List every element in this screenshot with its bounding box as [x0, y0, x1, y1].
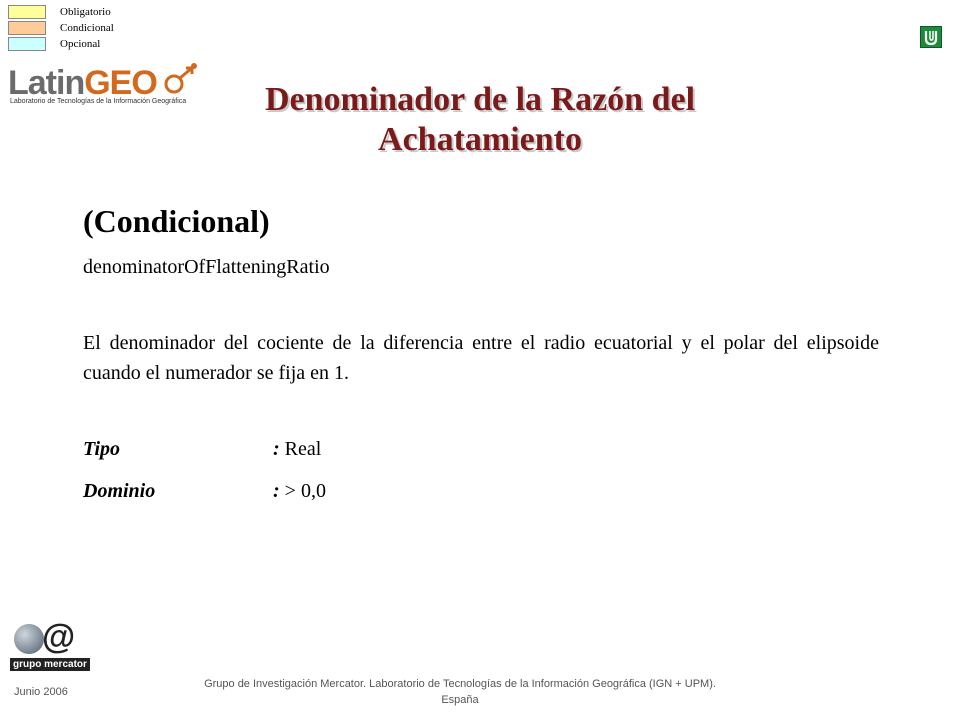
- footer-text: [130, 676, 790, 708]
- legend-item-condicional: [8, 20, 114, 36]
- logo-latin-text: Latin: [8, 64, 85, 102]
- legend-item-opcional: [8, 36, 114, 52]
- footer-date: Junio 2006: [14, 686, 68, 698]
- legend-label: Opcional: [60, 38, 101, 50]
- description: El denominador del cociente de la diferencia entre el radio ecuatorial y el polar del elipsoide cuando el numerador se fija en 1.: [83, 332, 879, 384]
- field-tipo: [83, 438, 321, 461]
- latingeo-logo: [6, 62, 202, 112]
- at-icon: @: [42, 618, 76, 656]
- logo-geo-text: GEO: [84, 64, 157, 102]
- legend: [8, 4, 114, 52]
- footer-line2: España: [441, 694, 479, 706]
- field-colon: :: [273, 480, 280, 502]
- field-value: > 0,0: [284, 480, 326, 502]
- field-colon: :: [273, 438, 280, 460]
- slide-title: Denominador de la Razón del Achatamiento: [264, 81, 696, 158]
- legend-label: Obligatorio: [60, 6, 111, 18]
- obligation-label: (Condicional): [83, 203, 270, 239]
- navigation-icon[interactable]: [920, 26, 942, 48]
- field-label: Tipo: [83, 438, 121, 460]
- footer-line1: Grupo de Investigación Mercator. Laboratorio de Tecnologías de la Información Geográfica (IGN + UPM).: [204, 678, 716, 690]
- legend-label: Condicional: [60, 22, 114, 34]
- field-value: Real: [284, 438, 322, 460]
- grupo-mercator-text: grupo mercator: [10, 658, 90, 671]
- technical-name: denominatorOfFlatteningRatio: [83, 256, 330, 278]
- field-dominio: [83, 480, 326, 503]
- globe-icon: [14, 624, 44, 654]
- grupo-mercator-logo: [8, 618, 98, 678]
- logo-subtitle: Laboratorio de Tecnologías de la Información Geográfica: [10, 98, 187, 105]
- field-label: Dominio: [83, 480, 156, 502]
- legend-swatch-condicional: [8, 21, 46, 35]
- legend-item-obligatorio: [8, 4, 114, 20]
- legend-swatch-obligatorio: [8, 5, 46, 19]
- legend-swatch-opcional: [8, 37, 46, 51]
